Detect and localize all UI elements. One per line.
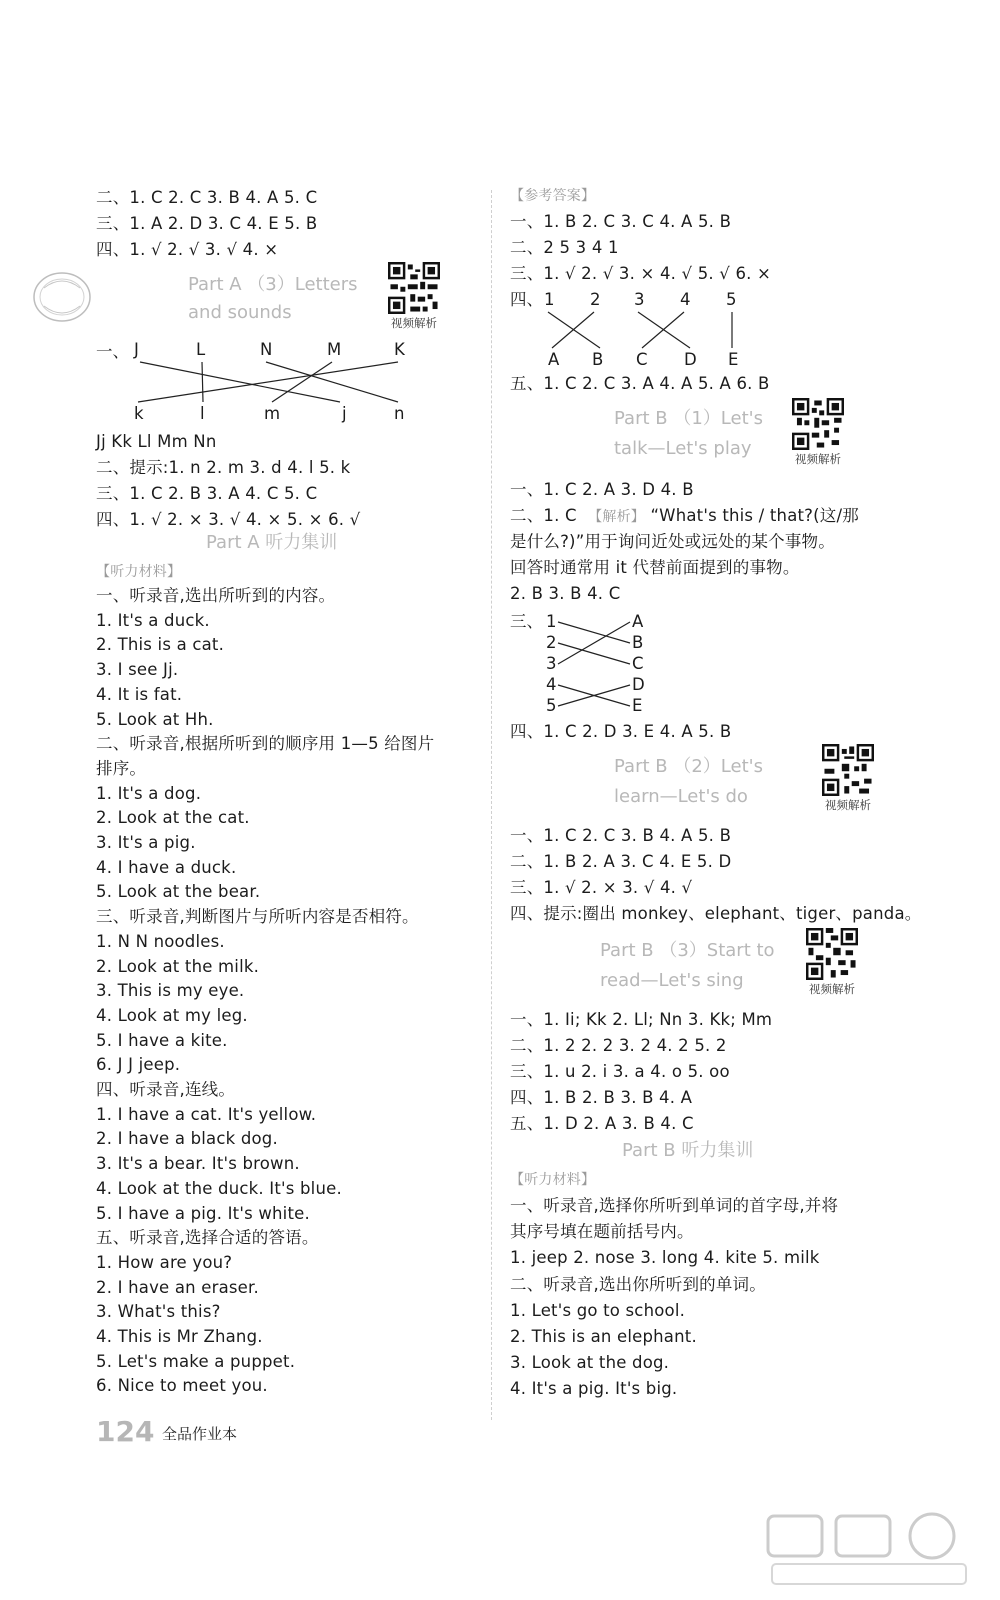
match-top-number: 4 xyxy=(680,290,691,309)
match-bottom-letter: j xyxy=(342,404,347,423)
section-title-part-b-listening: Part B 听力集训 xyxy=(622,1140,754,1161)
listening-line: 6. Nice to meet you. xyxy=(96,1376,268,1396)
match-bottom-letter: C xyxy=(636,350,648,369)
match-bottom-letter: l xyxy=(200,404,205,423)
listening-line: 3. Look at the dog. xyxy=(510,1353,670,1373)
answer-line: 一、1. B 2. C 3. C 4. A 5. B xyxy=(510,212,732,231)
answer-line: 二、1. 2 2. 2 3. 2 4. 2 5. 2 xyxy=(510,1036,727,1055)
section-title-part-b3-line1: Part B （3）Start to xyxy=(600,940,775,961)
match-bottom-letter: k xyxy=(134,404,144,423)
answer-line: 2. B 3. B 4. C xyxy=(510,584,621,603)
match-lines xyxy=(510,288,900,372)
listening-line: 4. I have a duck. xyxy=(96,857,237,877)
listening-line: 四、听录音,连线。 xyxy=(96,1080,236,1099)
listening-line: 1. It's a dog. xyxy=(96,783,202,803)
listening-line: 五、听录音,选择合适的答语。 xyxy=(96,1228,319,1248)
section-title-part-b2-line2: learn—Let's do xyxy=(614,786,748,807)
match-right-letter: C xyxy=(632,654,644,673)
analysis-tag: 【解析】 xyxy=(588,509,645,525)
listening-line: 2. This is a cat. xyxy=(96,635,225,655)
answer-line: 四、1. √ 2. × 3. √ 4. × 5. × 6. √ xyxy=(96,510,361,529)
match-bottom-letter: n xyxy=(394,404,405,423)
listening-line: 4. Look at my leg. xyxy=(96,1005,248,1025)
qr-caption: 视频解析 xyxy=(391,316,437,330)
listening-line: 3. It's a bear. It's brown. xyxy=(96,1154,300,1174)
qr-caption: 视频解析 xyxy=(825,798,871,812)
answer-prefix: 二、1. C xyxy=(510,506,577,525)
listening-line: 3. It's a pig. xyxy=(96,833,196,852)
listening-line: 1. It's a duck. xyxy=(96,610,210,630)
listening-line: 5. Look at Hh. xyxy=(96,709,214,729)
match-left-number: 3 xyxy=(546,654,557,673)
book-title: 全品作业本 xyxy=(162,1425,238,1443)
match-right-letter: A xyxy=(632,612,644,631)
listening-line: 2. I have an eraser. xyxy=(96,1277,259,1297)
match-top-number: 2 xyxy=(590,290,601,309)
match-bottom-letter: m xyxy=(264,404,281,423)
answer-line: 四、1. √ 2. √ 3. √ 4. × xyxy=(96,240,279,259)
listening-line: 1. I have a cat. It's yellow. xyxy=(96,1104,317,1124)
listening-line: 2. This is an elephant. xyxy=(510,1327,697,1346)
analysis-text: “What's this / that?(这/那 xyxy=(650,506,859,525)
match-top-number: 5 xyxy=(726,290,737,309)
section-title-part-b1-line2: talk—Let's play xyxy=(614,438,752,459)
answer-line: 二、1. B 2. A 3. C 4. E 5. D xyxy=(510,852,732,871)
listening-line: 1. N N noodles. xyxy=(96,931,225,951)
qr-code-part-b3[interactable] xyxy=(806,928,858,996)
match-top-number: 3 xyxy=(634,290,645,309)
answer-line: 二、提示:1. n 2. m 3. d 4. l 5. k xyxy=(96,458,351,477)
section-title-part-b2-line1: Part B （2）Let's xyxy=(614,756,763,777)
match-left-number: 1 xyxy=(546,612,557,631)
listening-line: 3. What's this? xyxy=(96,1302,221,1322)
listening-line: 4. It's a pig. It's big. xyxy=(510,1379,678,1399)
listening-line: 4. This is Mr Zhang. xyxy=(96,1327,263,1346)
match-top-letter: N xyxy=(260,340,273,359)
answer-line: 五、1. C 2. C 3. A 4. A 5. A 6. B xyxy=(510,374,770,393)
section-title-part-a3-line2: and sounds xyxy=(188,302,292,323)
section-title-part-a3-line1: Part A （3）Letters xyxy=(188,274,358,295)
listening-line: 4. It is fat. xyxy=(96,684,183,704)
qr-caption: 视频解析 xyxy=(809,982,855,996)
match-lines xyxy=(96,340,484,426)
answer-line: 五、1. D 2. A 3. B 4. C xyxy=(510,1114,694,1133)
column-divider xyxy=(491,190,492,1420)
listening-line: 三、听录音,判断图片与所听内容是否相符。 xyxy=(96,907,419,927)
answer-line: 三、1. u 2. i 3. a 4. o 5. oo xyxy=(510,1062,730,1081)
listening-line: 5. I have a pig. It's white. xyxy=(96,1203,310,1223)
answer-line: 三、1. A 2. D 3. C 4. E 5. B xyxy=(96,214,318,233)
match-prefix: 四、 xyxy=(510,290,543,309)
match-right-letter: B xyxy=(632,633,644,652)
listening-line: 5. Let's make a puppet. xyxy=(96,1351,296,1371)
listening-line: 其序号填在题前括号内。 xyxy=(510,1222,694,1242)
answer-line: 三、1. √ 2. × 3. √ 4. √ xyxy=(510,878,693,897)
qr-code-icon xyxy=(792,398,844,450)
analysis-text: 是什么?)”用于询问近处或远处的某个事物。 xyxy=(510,532,835,551)
listening-line: 2. I have a black dog. xyxy=(96,1129,278,1149)
match-prefix: 一、 xyxy=(96,342,129,361)
qr-code-icon xyxy=(806,928,858,980)
answer-line: 四、1. B 2. B 3. B 4. A xyxy=(510,1088,693,1107)
answer-line: 一、1. C 2. C 3. B 4. A 5. B xyxy=(510,826,732,845)
answer-line: Jj Kk Ll Mm Nn xyxy=(96,432,217,451)
listening-line: 2. Look at the milk. xyxy=(96,956,260,976)
match-bottom-letter: B xyxy=(592,350,604,369)
match-lines xyxy=(510,610,710,720)
match-left-number: 4 xyxy=(546,675,557,694)
answer-line xyxy=(510,504,859,529)
answer-line: 一、1. C 2. A 3. D 4. B xyxy=(510,480,694,499)
listening-line: 5. I have a kite. xyxy=(96,1030,228,1050)
listening-tag: 【听力材料】 xyxy=(96,564,182,580)
letter-matching-1 xyxy=(96,340,484,426)
match-top-letter: M xyxy=(327,340,342,359)
analysis-text: 回答时通常用 it 代替前面提到的事物。 xyxy=(510,558,800,577)
answer-line: 四、1. C 2. D 3. E 4. A 5. B xyxy=(510,722,732,741)
listening-line: 1. jeep 2. nose 3. long 4. kite 5. milk xyxy=(510,1248,820,1268)
answers-tag: 【参考答案】 xyxy=(510,188,596,204)
qr-code-part-a3[interactable] xyxy=(388,262,440,330)
vertical-matching xyxy=(510,610,710,720)
match-prefix: 三、 xyxy=(510,612,543,631)
listening-line: 1. How are you? xyxy=(96,1252,233,1272)
number-letter-matching xyxy=(510,288,900,372)
answer-line: 三、1. √ 2. √ 3. × 4. √ 5. √ 6. × xyxy=(510,264,772,283)
section-title-part-b1-line1: Part B （1）Let's xyxy=(614,408,763,429)
listening-line: 6. J J jeep. xyxy=(96,1055,181,1075)
match-top-letter: L xyxy=(196,340,206,359)
qr-code-part-b1[interactable] xyxy=(792,398,844,466)
match-top-letter: K xyxy=(394,340,405,359)
answer-line: 二、1. C 2. C 3. B 4. A 5. C xyxy=(96,188,318,207)
listening-line: 二、听录音,根据所听到的顺序用 1—5 给图片 xyxy=(96,734,435,754)
answer-line: 三、1. C 2. B 3. A 4. C 5. C xyxy=(96,484,318,503)
answer-line: 四、提示:圈出 monkey、elephant、tiger、panda。 xyxy=(510,904,922,923)
section-title-part-b3-line2: read—Let's sing xyxy=(600,970,744,991)
match-top-letter: J xyxy=(134,340,139,359)
listening-line: 4. Look at the duck. It's blue. xyxy=(96,1178,342,1198)
listening-line: 二、听录音,选出你所听到的单词。 xyxy=(510,1274,766,1294)
qr-caption: 视频解析 xyxy=(795,452,841,466)
match-top-number: 1 xyxy=(544,290,555,309)
section-title-part-a-listening: Part A 听力集训 xyxy=(206,532,338,553)
listening-line: 1. Let's go to school. xyxy=(510,1300,686,1320)
listening-line: 3. This is my eye. xyxy=(96,981,245,1001)
qr-code-icon xyxy=(388,262,440,314)
match-bottom-letter: E xyxy=(728,350,739,369)
match-right-letter: D xyxy=(632,675,645,694)
match-left-number: 2 xyxy=(546,633,557,652)
answer-line: 二、2 5 3 4 1 xyxy=(510,238,619,257)
listening-line: 3. I see Jj. xyxy=(96,660,179,680)
qr-code-part-b2[interactable] xyxy=(822,744,874,812)
watermark-logo xyxy=(764,1512,974,1588)
listening-tag: 【听力材料】 xyxy=(510,1172,596,1188)
listening-line: 一、听录音,选择你所听到单词的首字母,并将 xyxy=(510,1196,839,1215)
match-bottom-letter: D xyxy=(684,350,697,369)
match-left-number: 5 xyxy=(546,696,557,715)
listening-line: 2. Look at the cat. xyxy=(96,808,250,828)
page-number: 124 xyxy=(96,1415,155,1448)
answer-line: 一、1. Ii; Kk 2. Ll; Nn 3. Kk; Mm xyxy=(510,1010,773,1029)
stamp-logo xyxy=(30,268,94,326)
match-bottom-letter: A xyxy=(548,350,560,369)
listening-line: 排序。 xyxy=(96,758,147,778)
listening-line: 一、听录音,选出所听到的内容。 xyxy=(96,586,336,605)
listening-line: 5. Look at the bear. xyxy=(96,882,261,902)
qr-code-icon xyxy=(822,744,874,796)
match-right-letter: E xyxy=(632,696,643,715)
